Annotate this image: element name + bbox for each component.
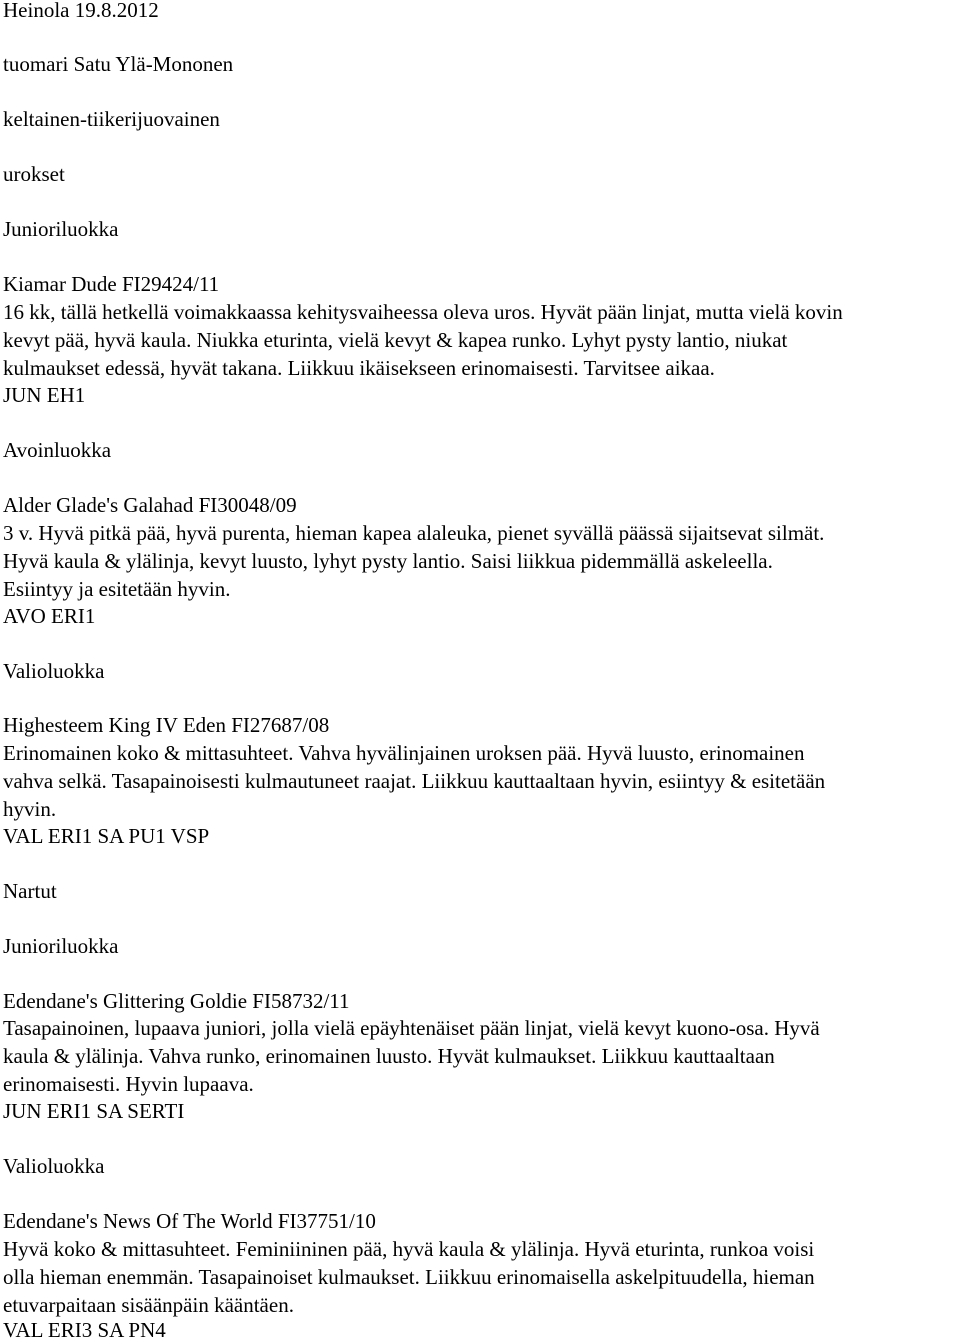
critique-line: 3 v. Hyvä pitkä pää, hyvä purenta, hieman kapea alaleuka, pienet syvällä päässä sijaitsevat silmät. xyxy=(3,521,825,545)
show-date-location: Heinola 19.8.2012 xyxy=(3,0,159,22)
critique-female-junior xyxy=(3,1014,953,1098)
dog-name-male-junior: Kiamar Dude FI29424/11 xyxy=(3,272,220,296)
dog-name-female-junior: Edendane's Glittering Goldie FI58732/11 xyxy=(3,989,350,1013)
critique-line: Hyvä kaula & ylälinja, kevyt luusto, lyhyt pysty lantio. Saisi liikkua pidemmällä askeleella. xyxy=(3,549,773,573)
sex-heading-males: urokset xyxy=(3,162,65,186)
class-heading-male-junior: Junioriluokka xyxy=(3,217,119,241)
critique-line: hyvin. xyxy=(3,797,57,821)
dog-name-female-champion: Edendane's News Of The World FI37751/10 xyxy=(3,1209,376,1233)
result-male-champion: VAL ERI1 SA PU1 VSP xyxy=(3,824,210,848)
critique-line: Tasapainoinen, lupaava juniori, jolla vielä epäyhtenäiset pään linjat, vielä kevyt kuono-osa. Hyvä xyxy=(3,1016,820,1040)
critique-line: kaula & ylälinja. Vahva runko, erinomainen luusto. Hyvät kulmaukset. Liikkuu kauttaaltaan xyxy=(3,1044,775,1068)
critique-line: kulmaukset edessä, hyvät takana. Liikkuu ikäisekseen erinomaisesti. Tarvitsee aikaa. xyxy=(3,356,715,380)
critique-line: 16 kk, tällä hetkellä voimakkaassa kehitysvaiheessa oleva uros. Hyvät pään linjat, mutta vielä kovin xyxy=(3,300,843,324)
color-variety: keltainen-tiikerijuovainen xyxy=(3,107,220,131)
result-female-champion: VAL ERI3 SA PN4 xyxy=(3,1318,166,1342)
result-female-junior: JUN ERI1 SA SERTI xyxy=(3,1099,185,1123)
class-heading-female-junior: Junioriluokka xyxy=(3,934,119,958)
critique-male-champion xyxy=(3,739,953,823)
critique-line: Esiintyy ja esitetään hyvin. xyxy=(3,577,231,601)
critique-line: Erinomainen koko & mittasuhteet. Vahva hyvälinjainen uroksen pää. Hyvä luusto, erinomainen xyxy=(3,741,805,765)
class-heading-female-champion: Valioluokka xyxy=(3,1154,105,1178)
critique-male-open xyxy=(3,519,953,603)
dog-name-male-champion: Highesteem King IV Eden FI27687/08 xyxy=(3,713,330,737)
class-heading-male-open: Avoinluokka xyxy=(3,438,112,462)
critique-line: Hyvä koko & mittasuhteet. Feminiininen pää, hyvä kaula & ylälinja. Hyvä eturinta, runkoa voisi xyxy=(3,1237,815,1261)
critique-male-junior xyxy=(3,298,953,382)
critique-line: vahva selkä. Tasapainoisesti kulmautuneet raajat. Liikkuu kauttaaltaan hyvin, esiintyy & esitetään xyxy=(3,769,826,793)
sex-heading-females: Nartut xyxy=(3,879,57,903)
class-heading-male-champion: Valioluokka xyxy=(3,659,105,683)
dog-name-male-open: Alder Glade's Galahad FI30048/09 xyxy=(3,493,297,517)
critique-line: kevyt pää, hyvä kaula. Niukka eturinta, vielä kevyt & kapea runko. Lyhyt pysty lantio, niukat xyxy=(3,328,788,352)
critique-line: etuvarpaitaan sisäänpäin kääntäen. xyxy=(3,1293,294,1317)
judge-name: tuomari Satu Ylä-Mononen xyxy=(3,52,234,76)
critique-line: erinomaisesti. Hyvin lupaava. xyxy=(3,1072,254,1096)
critique-female-champion xyxy=(3,1235,953,1319)
result-male-open: AVO ERI1 xyxy=(3,604,96,628)
result-male-junior: JUN EH1 xyxy=(3,383,86,407)
critique-line: olla hieman enemmän. Tasapainoiset kulmaukset. Liikkuu erinomaisella askelpituudella, hieman xyxy=(3,1265,815,1289)
